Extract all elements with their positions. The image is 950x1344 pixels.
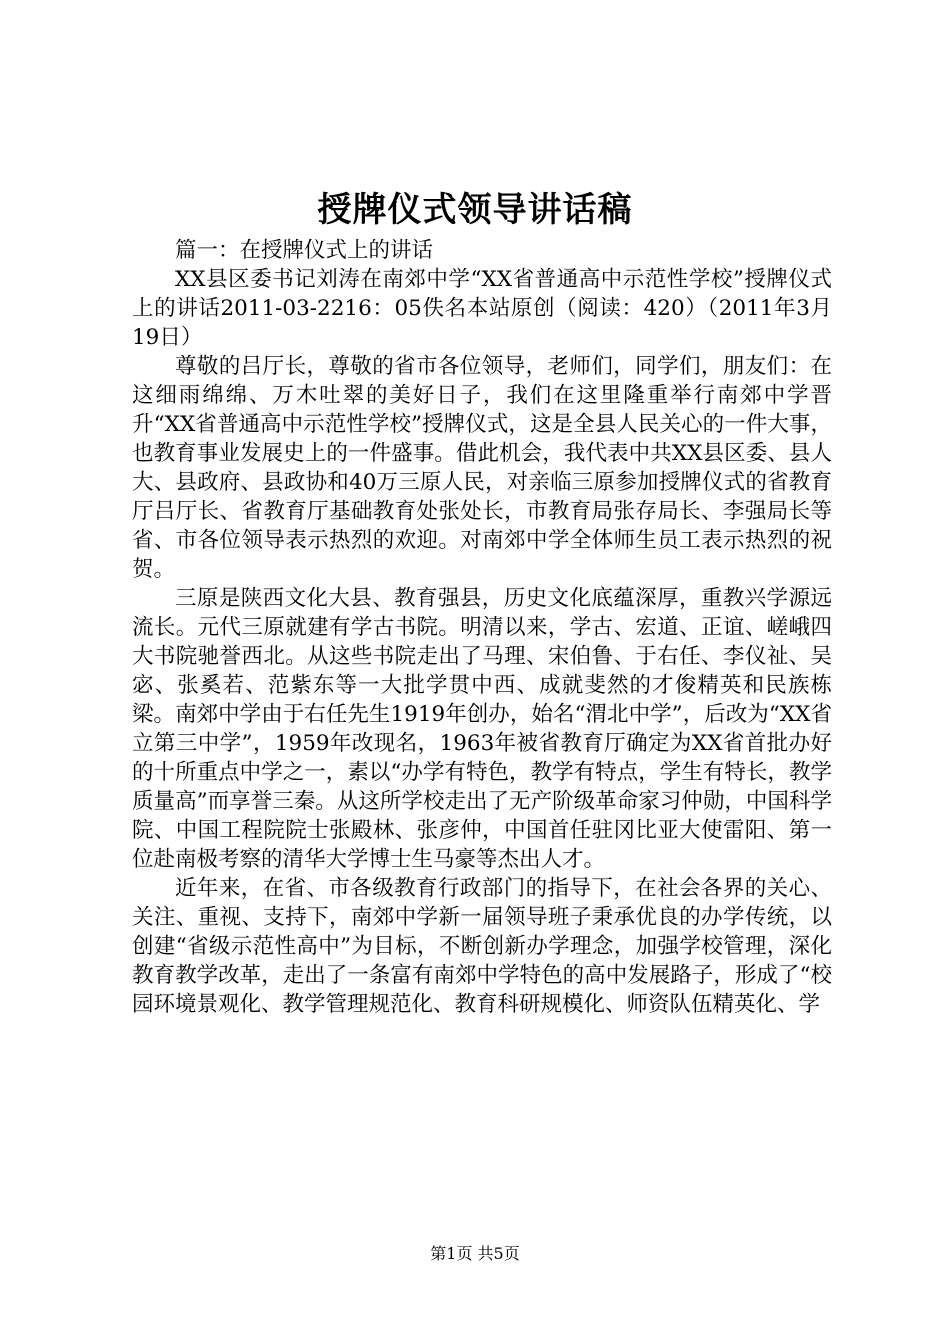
page-number-footer: 第1页 共5页 [430,1244,520,1263]
paragraph: 三原是陕西文化大县、教育强县，历史文化底蕴深厚，重教兴学源远流长。元代三原就建有学古书院。明清以来，学古、宏道、正谊、嵯峨四大书院驰誉西北。从这些书院走出了马理、宋伯鲁、于右任、李仪祉、吴宓、张奚若、范紫东等一大批学贯中西、成就斐然的才俊精英和民族栋梁。南郊中学由于右任先生1919年创办，始名“渭北中学”，后改为“XX省立第三中学”，1959年改现名，1963年被省教育厅确定为XX省首批办好的十所重点中学之一，素以“办学有特色，教学有特点，学生有特长，教学质量高”而享誉三秦。从这所学校走出了无产阶级革命家习仲勋，中国科学院、中国工程院院士张殿林、张彦仲，中国首任驻冈比亚大使雷阳、第一位赴南极考察的清华大学博士生马豪等杰出人才。 [132,586,832,872]
paragraph: 近年来，在省、市各级教育行政部门的指导下，在社会各界的关心、关注、重视、支持下，南郊中学新一届领导班子秉承优良的办学传统，以创建“省级示范性高中”为目标，不断创新办学理念，加强学校管理，深化教育教学改革，走出了一条富有南郊中学特色的高中发展路子，形成了“校园环境景观化、教学管理规范化、教育科研规模化、师资队伍精英化、学 [132,876,832,1017]
paragraph: 尊敬的吕厅长，尊敬的省市各位领导，老师们，同学们，朋友们：在这细雨绵绵、万木吐翠的美好日子，我们在这里隆重举行南郊中学晋升“XX省普通高中示范性学校”授牌仪式，这是全县人民关心的一件大事，也教育事业发展史上的一件盛事。借此机会，我代表中共XX县区委、县人大、县政府、县政协和40万三原人民，对亲临三原参加授牌仪式的省教育厅吕厅长、省教育厅基础教育处张处长，市教育局张存局长、李强局长等省、市各位领导表示热烈的欢迎。对南郊中学全体师生员工表示热烈的祝贺。 [132,354,832,582]
section-heading: 篇一：在授牌仪式上的讲话 [175,238,434,263]
document-title: 授牌仪式领导讲话稿 [317,190,633,230]
document-body [132,236,832,1019]
paragraph: XX县区委书记刘涛在南郊中学“XX省普通高中示范性学校”授牌仪式上的讲话2011-03-2216：05佚名本站原创（阅读：420）（2011年3月19日） [132,267,832,350]
